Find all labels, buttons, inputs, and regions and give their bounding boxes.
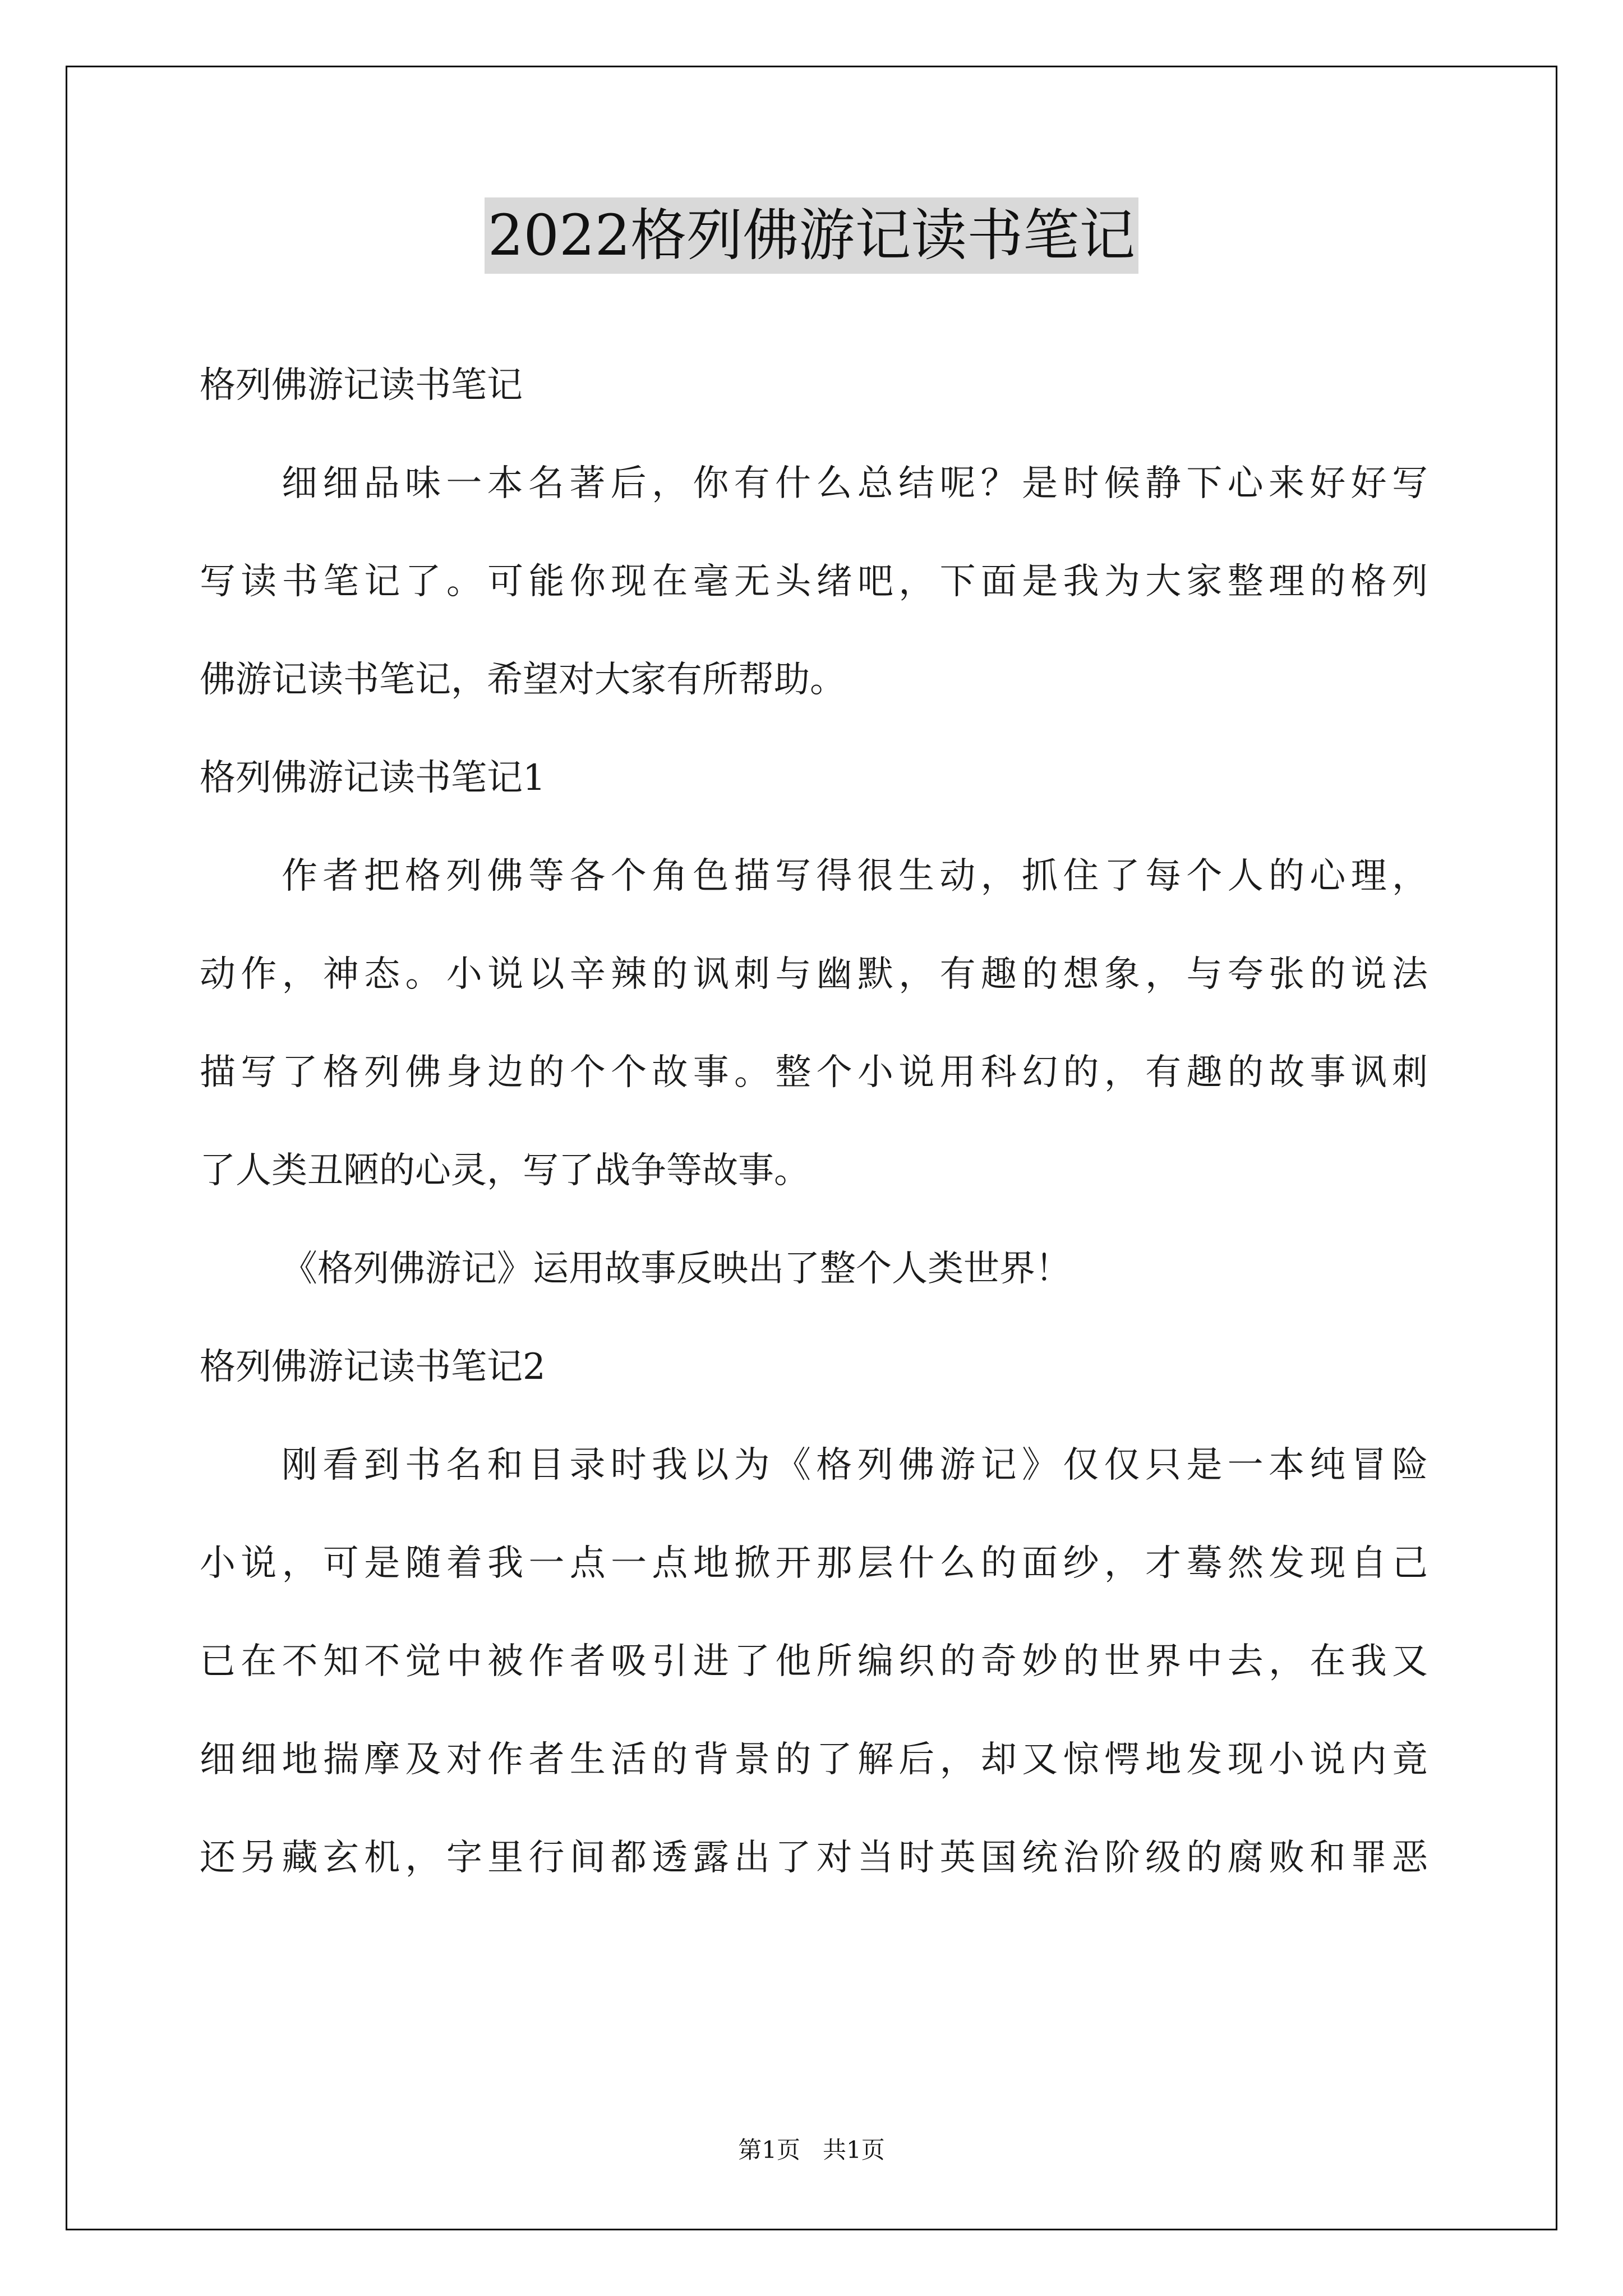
text-line: 小说，可是随着我一点一点地掀开那层什么的面纱，才蓦然发现自己 (200, 1543, 1428, 1584)
text-line: 了人类丑陋的心灵，写了战争等故事。 (200, 1150, 810, 1191)
text-line: 佛游记读书笔记，希望对大家有所帮助。 (200, 659, 846, 701)
text-line: 已在不知不觉中被作者吸引进了他所编织的奇妙的世界中去，在我又 (200, 1641, 1428, 1682)
section-heading: 格列佛游记读书笔记1 (200, 757, 546, 799)
text-line: 细细品味一本名著后，你有什么总结呢？是时候静下心来好好写 (282, 463, 1428, 504)
text-line: 还另藏玄机，字里行间都透露出了对当时英国统治阶级的腐败和罪恶 (200, 1837, 1428, 1879)
text-line: 写读书笔记了。可能你现在毫无头绪吧，下面是我为大家整理的格列 (200, 561, 1428, 602)
text-line: 作者把格列佛等各个角色描写得很生动，抓住了每个人的心理， (282, 855, 1428, 897)
page-footer: 第1页 共1页 (738, 2136, 885, 2164)
section-heading: 格列佛游记读书笔记2 (200, 1346, 546, 1388)
document-body (200, 337, 1428, 1907)
text-line: 动作，神态。小说以辛辣的讽刺与幽默，有趣的想象，与夸张的说法 (200, 954, 1428, 995)
text-line: 描写了格列佛身边的个个故事。整个小说用科幻的，有趣的故事讽刺 (200, 1052, 1428, 1093)
text-line: 格列佛游记读书笔记 (200, 365, 523, 406)
text-line: 《格列佛游记》运用故事反映出了整个人类世界！ (282, 1248, 1071, 1290)
title-container (0, 197, 1623, 274)
document-title: 2022格列佛游记读书笔记 (485, 197, 1139, 274)
text-line: 细细地揣摩及对作者生活的背景的了解后，却又惊愕地发现小说内竟 (200, 1739, 1428, 1780)
text-line: 刚看到书名和目录时我以为《格列佛游记》仅仅只是一本纯冒险 (282, 1444, 1428, 1486)
